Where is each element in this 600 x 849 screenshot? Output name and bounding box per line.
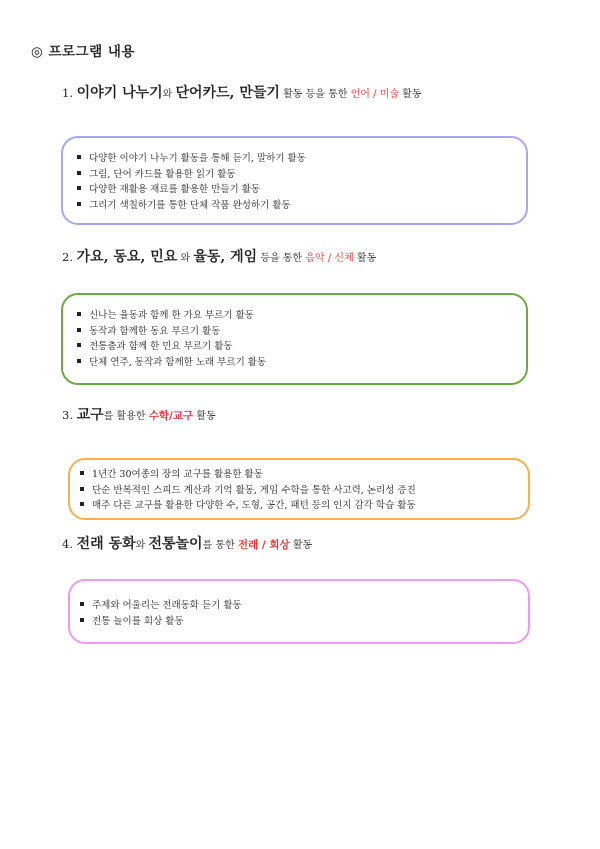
heading-part: 전래 동화	[76, 536, 136, 552]
list-item: 단체 연주, 동작과 함께한 노래 부르기 활동	[77, 355, 526, 371]
heading-part: 를 통한	[202, 540, 238, 551]
section-number: 3.	[62, 408, 73, 422]
bullet-square-icon	[77, 312, 81, 316]
bullet-square-icon	[80, 471, 84, 475]
section-box-1	[61, 136, 528, 225]
section-heading-3	[62, 404, 216, 424]
bullet-square-icon	[77, 155, 81, 159]
bullet-square-icon	[77, 359, 81, 363]
heading-part: 를 활용한	[103, 411, 149, 422]
heading-part: 가요, 동요, 민요	[76, 249, 178, 265]
section-number: 1.	[62, 86, 73, 100]
bullet-square-icon	[80, 602, 84, 606]
heading-part: 교구	[76, 407, 104, 423]
page-title: ◎ 프로그램 내용	[31, 44, 135, 60]
heading-part: 전통놀이	[148, 536, 203, 552]
heading-part: 이야기 나누기	[76, 85, 163, 101]
heading-part: 활동 등을 통한	[279, 89, 351, 100]
heading-part: 전래 / 회상	[237, 539, 290, 551]
list-item: 그림, 단어 카드를 활용한 읽기 활동	[77, 167, 526, 183]
section-box-3	[68, 458, 530, 520]
heading-part: 활동	[193, 411, 216, 422]
section-box-4	[68, 579, 530, 644]
list-item: 주제와 어울리는 전래동화 듣기 활동	[80, 598, 528, 614]
list-item: 전통춤과 함께 한 민요 부르기 활동	[77, 339, 526, 355]
heading-part: 활동	[399, 89, 422, 100]
bullet-square-icon	[80, 502, 84, 506]
list-item: 다양한 이야기 나누기 활동을 통해 듣기, 말하기 활동	[77, 151, 526, 167]
list-item: 그리기 색칠하기를 통한 단체 작품 완성하기 활동	[77, 198, 526, 214]
bullet-square-icon	[77, 343, 81, 347]
section-number: 2.	[62, 250, 73, 264]
bullet-square-icon	[77, 171, 81, 175]
section-box-2	[61, 293, 528, 385]
list-item: 신나는 율동과 함께 한 가요 부르기 활동	[77, 308, 526, 324]
heading-part: 언어 / 미술	[350, 89, 399, 100]
heading-part: 와	[162, 89, 176, 100]
list-item: 다양한 재활용 재료를 활용한 만들기 활동	[77, 182, 526, 198]
bullet-square-icon	[77, 328, 81, 332]
section-heading-2	[62, 246, 376, 266]
bullet-square-icon	[77, 202, 81, 206]
heading-part: 수학/교구	[148, 410, 194, 422]
section-heading-1	[62, 82, 422, 102]
heading-part: 등을 통한	[257, 253, 306, 264]
list-item: 전통 놀이를 회상 활동	[80, 614, 528, 630]
heading-part: 활동	[353, 253, 377, 264]
bullet-square-icon	[80, 618, 84, 622]
heading-part: 와	[135, 540, 149, 551]
list-item: 매주 다른 교구를 활용한 다양한 수, 도형, 공간, 패턴 등의 인지 감각 학습 활동	[80, 498, 528, 514]
list-item: 단순 반복적인 스피드 계산과 기억 활동, 게임 수학을 통한 사고력, 논리성 증진	[80, 483, 528, 499]
list-item: 1년간 30여종의 장의 교구를 활용한 활동	[80, 467, 528, 483]
heading-part: 와	[177, 253, 194, 264]
list-item: 동작과 함께한 동요 부르기 활동	[77, 324, 526, 340]
bullet-square-icon	[77, 186, 81, 190]
heading-part: 율동, 게임	[193, 249, 258, 265]
section-heading-4	[62, 533, 312, 553]
section-number: 4.	[62, 537, 73, 551]
heading-part: 음악 / 신체	[305, 253, 354, 264]
bullet-square-icon	[80, 487, 84, 491]
heading-part: 활동	[289, 540, 313, 551]
heading-part: 단어카드, 만들기	[175, 85, 280, 101]
